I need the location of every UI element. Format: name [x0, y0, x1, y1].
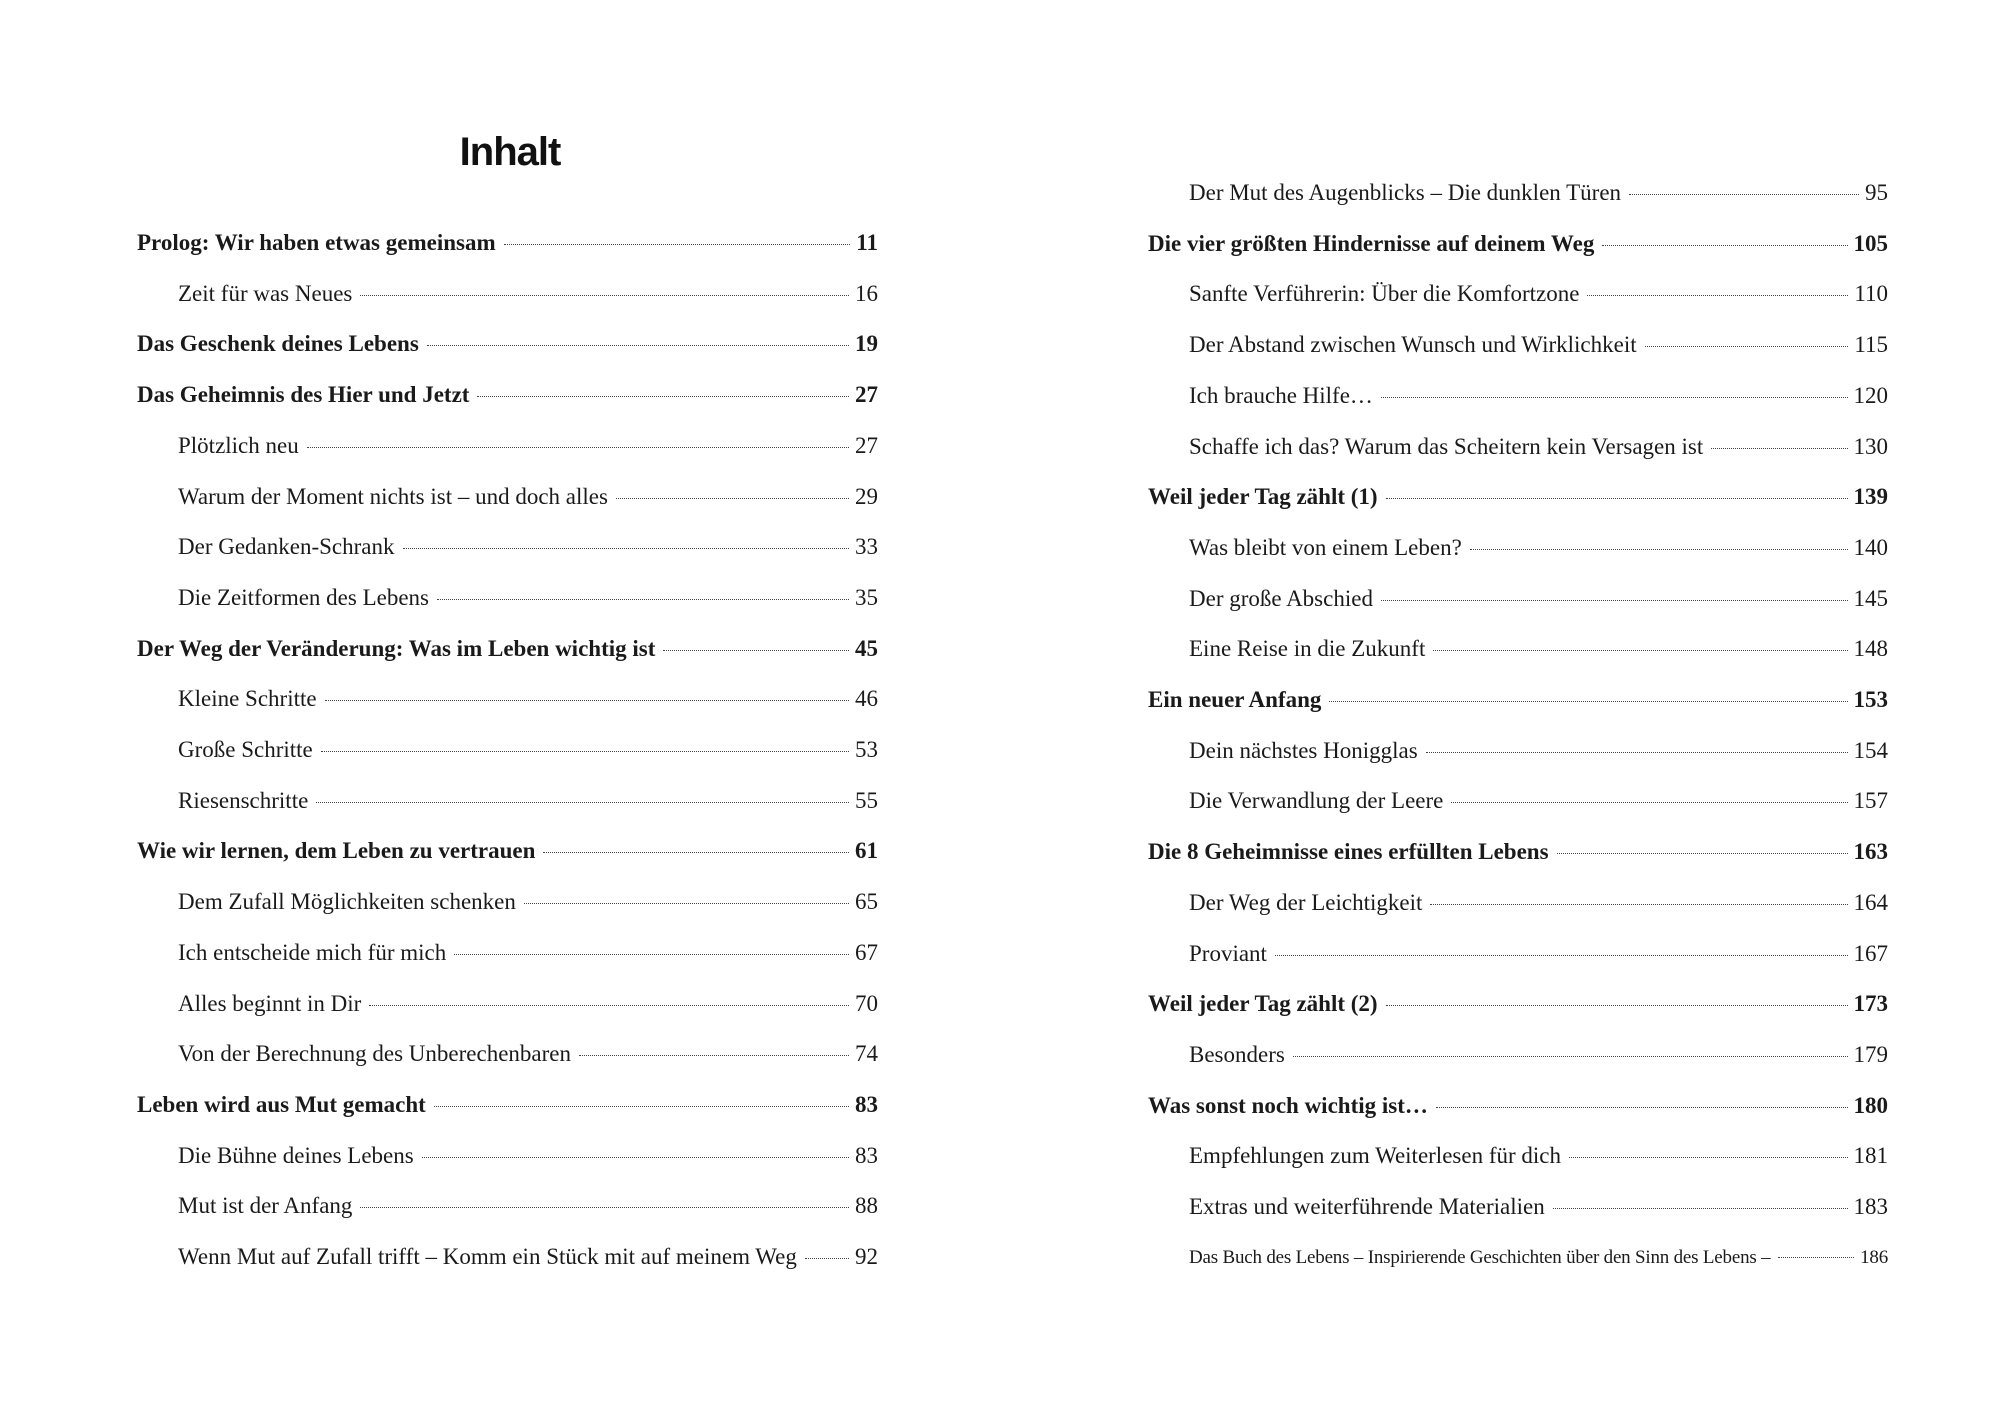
- toc-section-entry: [1189, 1243, 1888, 1273]
- dot-leader: [504, 243, 851, 245]
- toc-page-number: 35: [855, 585, 878, 610]
- toc-page-number: 105: [1853, 231, 1888, 256]
- toc-section-entry: [1189, 1040, 1888, 1070]
- toc-chapter-entry: [137, 836, 878, 866]
- toc-entry-label: Der Gedanken-Schrank: [178, 534, 395, 559]
- toc-chapter-entry: [1148, 989, 1888, 1019]
- dot-leader: [1557, 852, 1848, 854]
- toc-entry-label: Warum der Moment nichts ist – und doch alles: [178, 484, 608, 509]
- toc-section-entry: [1189, 584, 1888, 614]
- toc-page-number: 83: [855, 1092, 878, 1117]
- dot-leader: [321, 750, 849, 752]
- toc-section-entry: [1189, 786, 1888, 816]
- toc-entry-label: Was sonst noch wichtig ist…: [1148, 1093, 1428, 1118]
- toc-page-number: 183: [1853, 1194, 1888, 1219]
- toc-page-number: 115: [1854, 332, 1888, 357]
- toc-section-entry: [178, 989, 878, 1019]
- dot-leader: [1711, 447, 1847, 449]
- toc-chapter-entry: [1148, 482, 1888, 512]
- toc-entry-label: Die 8 Geheimnisse eines erfüllten Lebens: [1148, 839, 1549, 864]
- toc-title: Inhalt: [459, 130, 561, 174]
- toc-page-number: 92: [855, 1244, 878, 1269]
- toc-entry-label: Der Weg der Veränderung: Was im Leben wichtig ist: [137, 636, 656, 661]
- toc-section-entry: [178, 583, 878, 613]
- toc-entry-label: Mut ist der Anfang: [178, 1193, 353, 1218]
- toc-entry-label: Wenn Mut auf Zufall trifft – Komm ein Stück mit auf meinem Weg: [178, 1244, 797, 1269]
- toc-section-entry: [1189, 279, 1888, 309]
- toc-section-entry: [178, 279, 878, 309]
- toc-entry-label: Dem Zufall Möglichkeiten schenken: [178, 889, 516, 914]
- toc-entry-label: Extras und weiterführende Materialien: [1189, 1194, 1545, 1219]
- toc-section-entry: [1189, 381, 1888, 411]
- toc-entry-label: Alles beginnt in Dir: [178, 991, 362, 1016]
- dot-leader: [1602, 244, 1847, 246]
- dot-leader: [1430, 903, 1847, 905]
- toc-page-number: 181: [1853, 1143, 1888, 1168]
- toc-entry-label: Eine Reise in die Zukunft: [1189, 636, 1426, 661]
- toc-chapter-entry: [1148, 229, 1888, 259]
- dot-leader: [1569, 1156, 1848, 1158]
- toc-entry-label: Das Buch des Lebens – Inspirierende Geschichten über den Sinn des Lebens –: [1189, 1247, 1771, 1268]
- toc-section-entry: [1189, 888, 1888, 918]
- toc-page-number: 74: [855, 1041, 878, 1066]
- toc-page-number: 11: [856, 230, 878, 255]
- toc-section-entry: [178, 1039, 878, 1069]
- toc-page-number: 164: [1853, 890, 1888, 915]
- toc-entry-label: Proviant: [1189, 941, 1267, 966]
- toc-page-number: 33: [855, 534, 878, 559]
- toc-page-number: 16: [855, 281, 878, 306]
- toc-entry-label: Große Schritte: [178, 737, 313, 762]
- dot-leader: [434, 1105, 849, 1107]
- dot-leader: [1553, 1207, 1848, 1209]
- toc-section-entry: [178, 887, 878, 917]
- dot-leader: [369, 1004, 849, 1006]
- dot-leader: [1587, 294, 1848, 296]
- dot-leader: [1386, 1004, 1848, 1006]
- dot-leader: [454, 953, 849, 955]
- dot-leader: [524, 902, 849, 904]
- toc-section-entry: [1189, 736, 1888, 766]
- dot-leader: [1426, 751, 1848, 753]
- toc-entry-label: Schaffe ich das? Warum das Scheitern kein Versagen ist: [1189, 434, 1704, 459]
- dot-leader: [422, 1156, 849, 1158]
- dot-leader: [360, 294, 849, 296]
- toc-entry-label: Ein neuer Anfang: [1148, 687, 1322, 712]
- toc-page-number: 140: [1853, 535, 1888, 560]
- toc-entry-label: Von der Berechnung des Unberechenbaren: [178, 1041, 571, 1066]
- toc-entry-label: Leben wird aus Mut gemacht: [137, 1092, 426, 1117]
- toc-section-entry: [1189, 533, 1888, 563]
- toc-section-entry: [1189, 178, 1888, 208]
- toc-entry-label: Plötzlich neu: [178, 433, 299, 458]
- dot-leader: [1645, 345, 1849, 347]
- toc-entry-label: Die Verwandlung der Leere: [1189, 788, 1444, 813]
- dot-leader: [427, 344, 849, 346]
- toc-section-entry: [178, 431, 878, 461]
- toc-page-number: 186: [1860, 1247, 1888, 1268]
- dot-leader: [1470, 548, 1848, 550]
- toc-chapter-entry: [137, 1090, 878, 1120]
- toc-page-number: 70: [855, 991, 878, 1016]
- toc-page-number: 179: [1853, 1042, 1888, 1067]
- toc-section-entry: [178, 938, 878, 968]
- dot-leader: [360, 1206, 849, 1208]
- toc-entry-label: Das Geschenk deines Lebens: [137, 331, 419, 356]
- toc-section-entry: [178, 735, 878, 765]
- dot-leader: [1451, 801, 1847, 803]
- toc-page-number: 167: [1853, 941, 1888, 966]
- toc-chapter-entry: [137, 380, 878, 410]
- toc-section-entry: [178, 1242, 878, 1272]
- toc-entry-label: Riesenschritte: [178, 788, 309, 813]
- toc-page-number: 45: [855, 636, 878, 661]
- dot-leader: [1381, 396, 1848, 398]
- dot-leader: [403, 547, 850, 549]
- dot-leader: [1433, 649, 1847, 651]
- toc-page-number: 83: [855, 1143, 878, 1168]
- toc-chapter-entry: [1148, 1091, 1888, 1121]
- toc-section-entry: [1189, 330, 1888, 360]
- dot-leader: [477, 395, 849, 397]
- toc-page-number: 153: [1853, 687, 1888, 712]
- toc-page-number: 180: [1853, 1093, 1888, 1118]
- dot-leader: [616, 497, 849, 499]
- toc-entry-label: Die vier größten Hindernisse auf deinem Weg: [1148, 231, 1595, 256]
- dot-leader: [437, 598, 849, 600]
- toc-entry-label: Weil jeder Tag zählt (1): [1148, 484, 1378, 509]
- toc-entry-label: Besonders: [1189, 1042, 1285, 1067]
- toc-entry-label: Empfehlungen zum Weiterlesen für dich: [1189, 1143, 1561, 1168]
- toc-page-number: 130: [1853, 434, 1888, 459]
- toc-section-entry: [178, 1141, 878, 1171]
- toc-page-number: 53: [855, 737, 878, 762]
- dot-leader: [1778, 1256, 1854, 1258]
- toc-entry-label: Wie wir lernen, dem Leben zu vertrauen: [137, 838, 536, 863]
- toc-page-number: 55: [855, 788, 878, 813]
- toc-section-entry: [178, 482, 878, 512]
- toc-entry-label: Der Mut des Augenblicks – Die dunklen Türen: [1189, 180, 1622, 205]
- toc-chapter-entry: [1148, 685, 1888, 715]
- toc-entry-label: Kleine Schritte: [178, 686, 317, 711]
- toc-page-number: 27: [855, 433, 878, 458]
- toc-page-number: 145: [1853, 586, 1888, 611]
- dot-leader: [1329, 700, 1847, 702]
- dot-leader: [579, 1054, 849, 1056]
- toc-section-entry: [178, 786, 878, 816]
- toc-section-entry: [1189, 1141, 1888, 1171]
- toc-chapter-entry: [1148, 837, 1888, 867]
- toc-page-number: 157: [1853, 788, 1888, 813]
- toc-section-entry: [178, 532, 878, 562]
- toc-page-number: 88: [855, 1193, 878, 1218]
- dot-leader: [307, 446, 849, 448]
- toc-entry-label: Sanfte Verführerin: Über die Komfortzone: [1189, 281, 1580, 306]
- dot-leader: [543, 851, 849, 853]
- toc-page-number: 154: [1853, 738, 1888, 763]
- toc-page-number: 120: [1853, 383, 1888, 408]
- toc-entry-label: Der große Abschied: [1189, 586, 1373, 611]
- toc-page-number: 19: [855, 331, 878, 356]
- toc-section-entry: [178, 1191, 878, 1221]
- toc-entry-label: Die Bühne deines Lebens: [178, 1143, 414, 1168]
- toc-chapter-entry: [137, 329, 878, 359]
- toc-entry-label: Ich entscheide mich für mich: [178, 940, 447, 965]
- toc-page-number: 29: [855, 484, 878, 509]
- toc-entry-label: Ich brauche Hilfe…: [1189, 383, 1373, 408]
- toc-entry-label: Weil jeder Tag zählt (2): [1148, 991, 1378, 1016]
- dot-leader: [1629, 193, 1859, 195]
- toc-section-entry: [178, 684, 878, 714]
- dot-leader: [1293, 1055, 1848, 1057]
- toc-page-number: 95: [1865, 180, 1888, 205]
- toc-entry-label: Was bleibt von einem Leben?: [1189, 535, 1462, 560]
- toc-entry-label: Zeit für was Neues: [178, 281, 353, 306]
- dot-leader: [1381, 599, 1848, 601]
- dot-leader: [805, 1257, 849, 1259]
- toc-page-number: 65: [855, 889, 878, 914]
- toc-page-number: 139: [1853, 484, 1888, 509]
- toc-section-entry: [1189, 939, 1888, 969]
- toc-page-number: 67: [855, 940, 878, 965]
- dot-leader: [316, 801, 849, 803]
- toc-page-number: 163: [1853, 839, 1888, 864]
- toc-page-number: 110: [1854, 281, 1888, 306]
- toc-page-number: 61: [855, 838, 878, 863]
- dot-leader: [663, 649, 849, 651]
- toc-entry-label: Die Zeitformen des Lebens: [178, 585, 429, 610]
- toc-entry-label: Prolog: Wir haben etwas gemeinsam: [137, 230, 496, 255]
- toc-entry-label: Der Weg der Leichtigkeit: [1189, 890, 1423, 915]
- toc-entry-label: Der Abstand zwischen Wunsch und Wirklichkeit: [1189, 332, 1637, 357]
- toc-chapter-entry: [137, 228, 878, 258]
- toc-entry-label: Das Geheimnis des Hier und Jetzt: [137, 382, 470, 407]
- toc-section-entry: [1189, 432, 1888, 462]
- toc-page-number: 46: [855, 686, 878, 711]
- dot-leader: [1436, 1106, 1848, 1108]
- dot-leader: [1386, 497, 1848, 499]
- toc-entry-label: Dein nächstes Honigglas: [1189, 738, 1418, 763]
- toc-page-number: 27: [855, 382, 878, 407]
- toc-page-number: 173: [1853, 991, 1888, 1016]
- toc-page-number: 148: [1853, 636, 1888, 661]
- toc-section-entry: [1189, 1192, 1888, 1222]
- toc-chapter-entry: [137, 634, 878, 664]
- toc-section-entry: [1189, 634, 1888, 664]
- dot-leader: [325, 699, 849, 701]
- dot-leader: [1275, 954, 1848, 956]
